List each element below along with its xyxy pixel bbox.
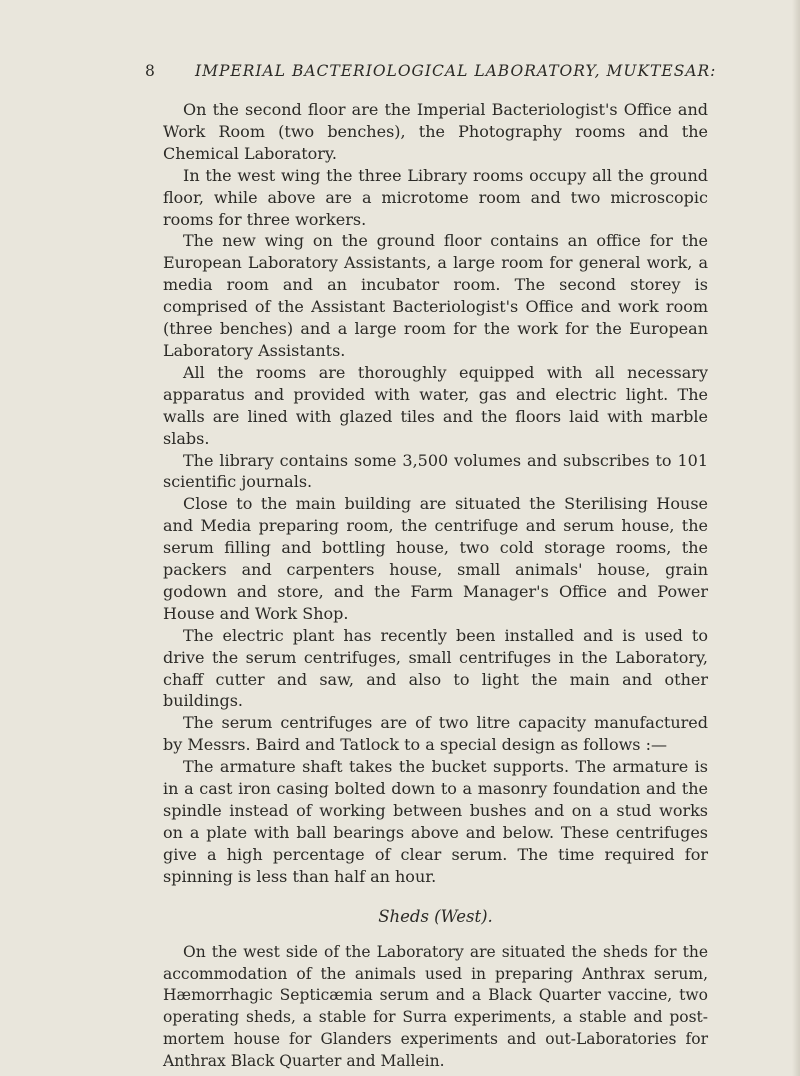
paragraph: Close to the main building are situated the Sterilising House and Media preparing room, the centrifuge and serum house, the serum filling and bottling house, two cold storage rooms, the packers and carpenters house, small animals' house, grain godown and store, and the Farm Manager's Office and Power House and Work Shop. <box>163 494 708 623</box>
page-number: 8 <box>145 62 156 80</box>
body-text <box>163 99 708 1073</box>
running-title: IMPERIAL BACTERIOLOGICAL LABORATORY, MUKTESAR: <box>195 62 717 80</box>
paragraph: On the second floor are the Imperial Bacteriologist's Office and Work Room (two benches), the Photography rooms and the Chemical Laboratory. <box>163 100 708 163</box>
paragraph: The serum centrifuges are of two litre capacity manufactured by Messrs. Baird and Tatlock to a special design as follows :— <box>163 713 708 755</box>
page-edge <box>792 0 800 1076</box>
section-heading: Sheds (West). <box>378 906 493 926</box>
paragraph: The electric plant has recently been installed and is used to drive the serum centrifuges, small centrifuges in the Laboratory, chaff cutter and saw, and also to light the main and other buildings. <box>163 625 708 711</box>
paragraph: All the rooms are thoroughly equipped with all necessary apparatus and provided with water, gas and electric light. The walls are lined with glazed tiles and the floors laid with marble slabs. <box>163 362 708 448</box>
paragraph: The armature shaft takes the bucket supports. The armature is in a cast iron casing bolted down to a masonry foundation and the spindle instead of working between bushes and on a stud works on a plate with ball bearings above and below. These centrifuges give a high percentage of clear serum. The time required for spinning is less than half an hour. <box>163 757 708 886</box>
section-paragraph: On the west side of the Laboratory are situated the sheds for the accommodation of the animals used in preparing Anthrax serum, Hæmorrhagic Septicæmia serum and a Black Quarter vaccine, two operating sheds, a stable for Surra experiments, a stable and post-mortem house for Glanders experiments and out-Laboratories for Anthrax Black Quarter and Mallein. <box>163 942 708 1071</box>
paragraph: The library contains some 3,500 volumes and subscribes to 101 scientific journals. <box>163 450 708 492</box>
paragraph: The new wing on the ground floor contains an office for the European Laboratory Assistants, a large room for general work, a media room and an incubator room. The second storey is comprised of the Assistant Bacteriologist's Office and work room (three benches) and a large room for the work for the European Laboratory Assistants. <box>163 231 708 360</box>
paragraph: In the west wing the three Library rooms occupy all the ground floor, while above are a microtome room and two microscopic rooms for three workers. <box>163 165 708 229</box>
running-head <box>145 62 717 86</box>
